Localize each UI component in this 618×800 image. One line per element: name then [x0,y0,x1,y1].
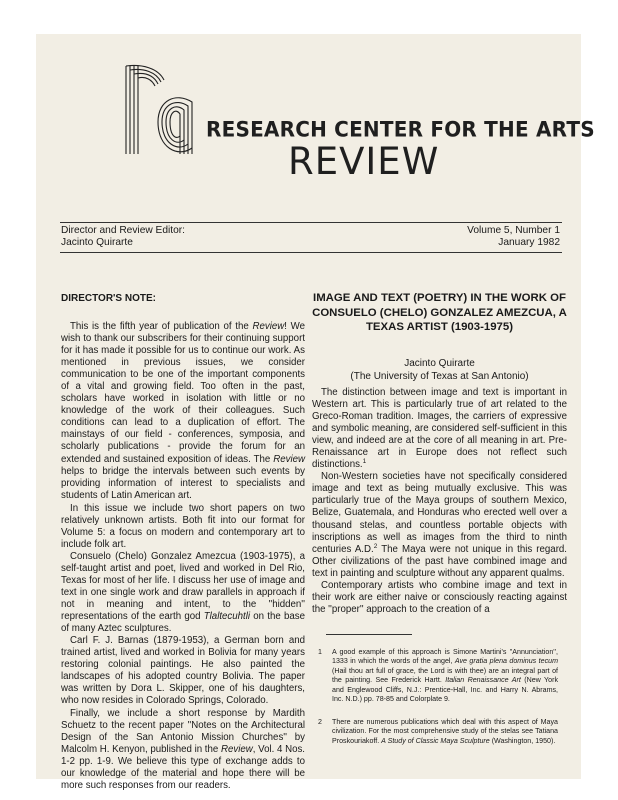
directors-note-paragraph: Carl F. J. Barnas (1879-1953), a German born and trained artist, lived and worked in Bolivia for many years restoring colonial paintings. He also painted the landscapes of his adopted country Bolivia. The paper was written by Dora L. Skipper, one of his daughters, who now resides in Colorado Springs, Colorado. [61,635,305,707]
editor-role: Director and Review Editor: [61,225,185,236]
rca-logo [120,62,202,162]
article-byline [312,358,567,383]
footnote-number: 1 [318,648,322,656]
footnote-2: 2 There are numerous publications which deal with this aspect of Maya civilization. For the most comprehensive study of the stelas see Tatiana Proskouriakoff. A Study of Classic Maya Sculpture (Washington, 1950). [318,718,558,745]
footnote-rule [326,634,412,635]
directors-note-paragraph: In this issue we include two short papers on two relatively unknown artists. Both fit into our format for Volume 5: a focus on modern and contemporary art to include folk art. [61,502,305,550]
editor-name: Jacinto Quirarte [61,237,133,248]
directors-note-paragraph: This is the fifth year of publication of the Review! We wish to thank our subscribers for their continuing support for it has made it possible for us to continue our work. As mentioned in previous issues, we consider communication to be one of the important components of a vital and growing field. Too often in the past, scholars have worked in isolation with little or no knowledge of the work of their colleagues. Such conditions can lead to a duplication of effort. The mainstays of our field - conferences, symposia, and scholarly publications - provide the forum for an extended and sustained exposition of ideas. The Review helps to bridge the intervals between such events by providing information of interest to specialists and students of Latin American art. [61,321,305,501]
article-author: Jacinto Quirarte [404,358,475,369]
header-top-rule [60,222,562,223]
article-paragraph: Non-Western societies have not specifically considered image and text as being mutually exclusive. This was particularly true of the Maya groups of southern Mexico, Belize, Guatemala, and Honduras who erected well over a thousand stelas, and countless portable objects with inscriptions as well as images from the third to ninth centuries A.D.$^2$ The Maya were not unique in this regard. Other civilizations of the past have combined image and text in painting and sculpture without any apparent qualms. [312,471,568,579]
article-paragraph: Contemporary artists who combine image and text in their work are either naive or consciously reacting against the ''proper'' approach to the creation of a [312,579,567,615]
footnote-number: 2 [318,718,322,726]
article-body [312,387,567,616]
article-title: IMAGE AND TEXT (POETRY) IN THE WORK OF CONSUELO (CHELO) GONZALEZ AMEZCUA, A TEXAS ARTIST (1903-1975) [312,292,567,333]
article-affiliation: (The University of Texas at San Antonio) [350,370,529,382]
footnote-1: 1 A good example of this approach is Simone Martini's ''Annunciation'', 1333 in which the words of the angel, Ave gratia plena dominus tecum (Hail thou art full of grace, the Lord is with thee) are an integral part of the painting. See Frederick Hartt. Italian Renaissance Art (New York and Englewood Cliffs, N.J.: Prentice-Hall, Inc. and Harry N. Abrams, Inc. N.D.) pp. 78-85 and Colorplate 9. [318,648,558,704]
masthead-review: REVIEW [288,140,440,183]
directors-note-body [61,321,305,792]
directors-note-heading: DIRECTOR'S NOTE: [61,293,156,304]
directors-note-paragraph: Consuelo (Chelo) Gonzalez Amezcua (1903-1975), a self-taught artist and poet, lived and worked in Del Rio, Texas for most of her life. I discuss her use of image and text in one single work and draw parallels in approach if not in meaning and intent, to the ''hidden'' representations of the earth god Tlaltecuhtli on the base of many Aztec sculptures. [61,550,305,635]
header-bottom-rule [60,252,562,253]
masthead-title: RESEARCH CENTER FOR THE ARTS [206,116,595,142]
issue-date: January 1982 [498,237,560,248]
article-paragraph: The distinction between image and text is important in Western art. This is particularly true of art related to the Greco-Roman tradition. Images, the carriers of expressive and symbolic meaning, are considered self-sufficient in this view, and indeed are at the core of all meaning in art. Pre-Renaissance art in Europe does not reflect such distinctions.$^1$ [312,387,567,471]
volume-number: Volume 5, Number 1 [467,225,560,236]
directors-note-paragraph: Finally, we include a short response by Mardith Schuetz to the recent paper ''Notes on the Architectural Design of the San Antonio Mission Churches'' by Malcolm H. Kenyon, published in the Review, Vol. 4 Nos. 1-2 pp. 1-9. We believe this type of exchange adds to our knowledge of the material and hope there will be more such responses from our readers. [61,707,306,791]
